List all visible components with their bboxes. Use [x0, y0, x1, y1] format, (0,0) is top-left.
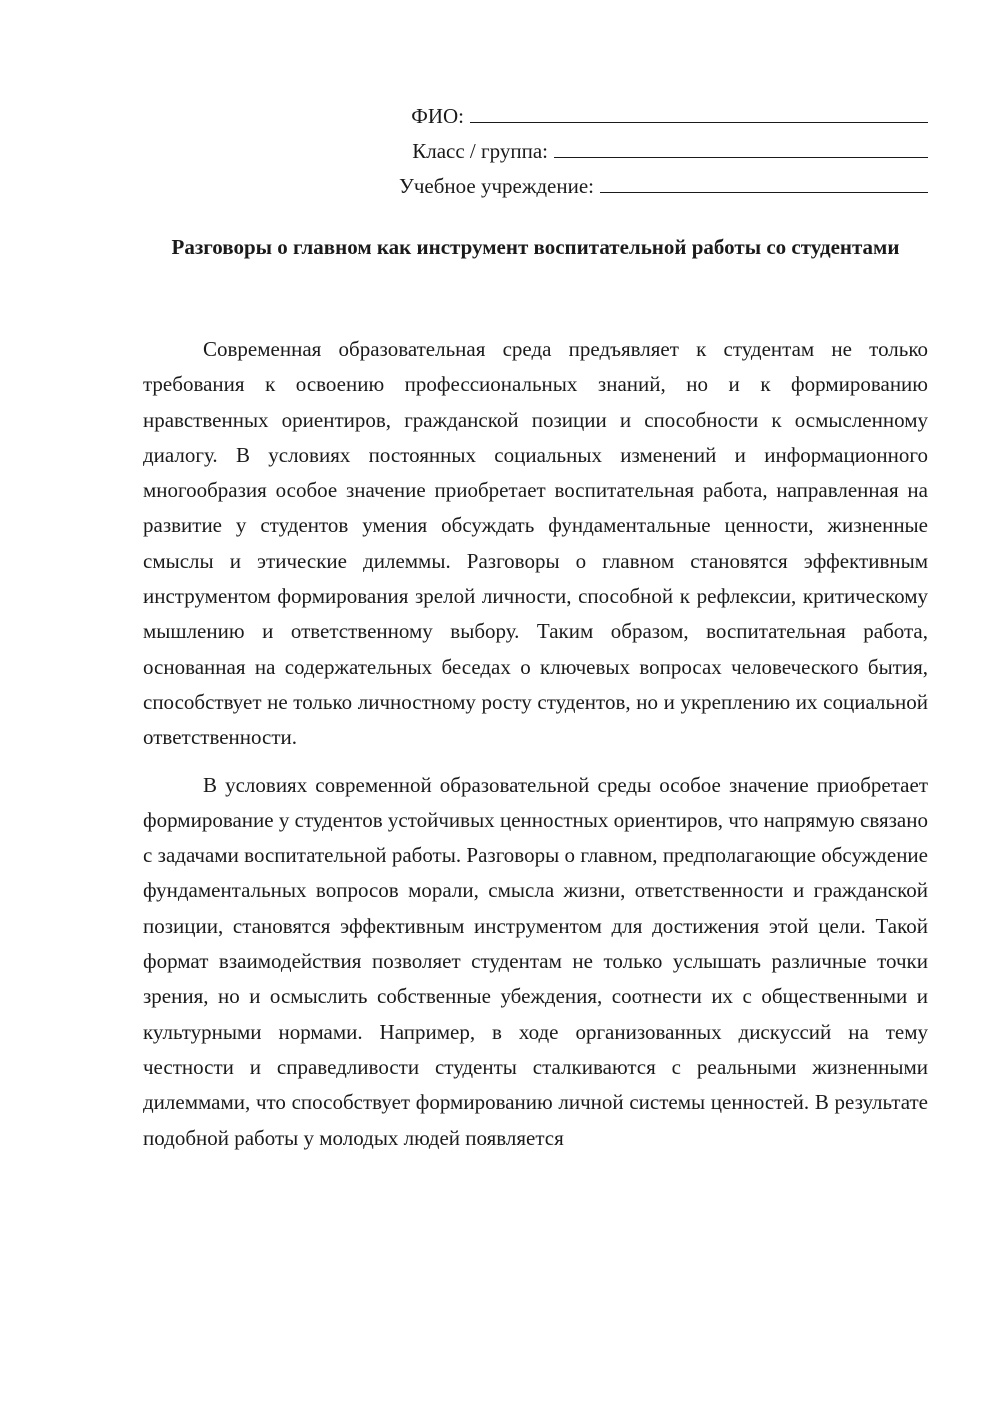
paragraph-2: В условиях современной образовательной среды особое значение приобретает формирование у студентов устойчивых ценностных ориентиров, что напрямую связано с задачами воспитательной работы. Разговоры о главном, предполагающие обсуждение фундаментальных вопросов морали, смысла жизни, ответственности и гражданской позиции, становятся эффективным инструментом для достижения этой цели. Такой формат взаимодействия позволяет студентам не только услышать различные точки зрения, но и осмыслить собственные убеждения, соотнести их с общественными и культурными нормами. Например, в ходе организованных дискуссий на тему честности и справедливости студенты сталкиваются с реальными жизненными дилеммами, что способствует формированию личной системы ценностей. В результате подобной работы у молодых людей появляется — [143, 772, 928, 1150]
institution-blank-line — [600, 170, 928, 193]
fio-blank-line — [470, 100, 928, 123]
institution-field-row — [143, 164, 928, 199]
class-field-row — [143, 129, 928, 164]
paragraph-1: Современная образовательная среда предъявляет к студентам не только требования к освоению профессиональных знаний, но и к формированию нравственных ориентиров, гражданской позиции и способности к осмысленному диалогу. В условиях постоянных социальных изменений и информационного многообразия особое значение приобретает воспитательная работа, направленная на развитие у студентов умения обсуждать фундаментальные ценности, жизненные смыслы и этические дилеммы. Разговоры о главном становятся эффективным инструментом формирования зрелой личности, способной к рефлексии, критическому мышлению и ответственному выбору. Таким образом, воспитательная работа, основанная на содержательных беседах о ключевых вопросах человеческого бытия, способствует не только личностному росту студентов, но и укреплению их социальной ответственности. — [143, 337, 928, 750]
header-fields — [143, 94, 928, 199]
class-label: Класс / группа: — [412, 139, 548, 163]
class-blank-line — [554, 135, 928, 158]
document-body — [143, 332, 928, 1168]
fio-label: ФИО: — [411, 104, 464, 128]
fio-field-row — [143, 94, 928, 129]
document-title: Разговоры о главном как инструмент воспитательной работы со студентами — [171, 235, 900, 259]
institution-label: Учебное учреждение: — [398, 174, 594, 198]
